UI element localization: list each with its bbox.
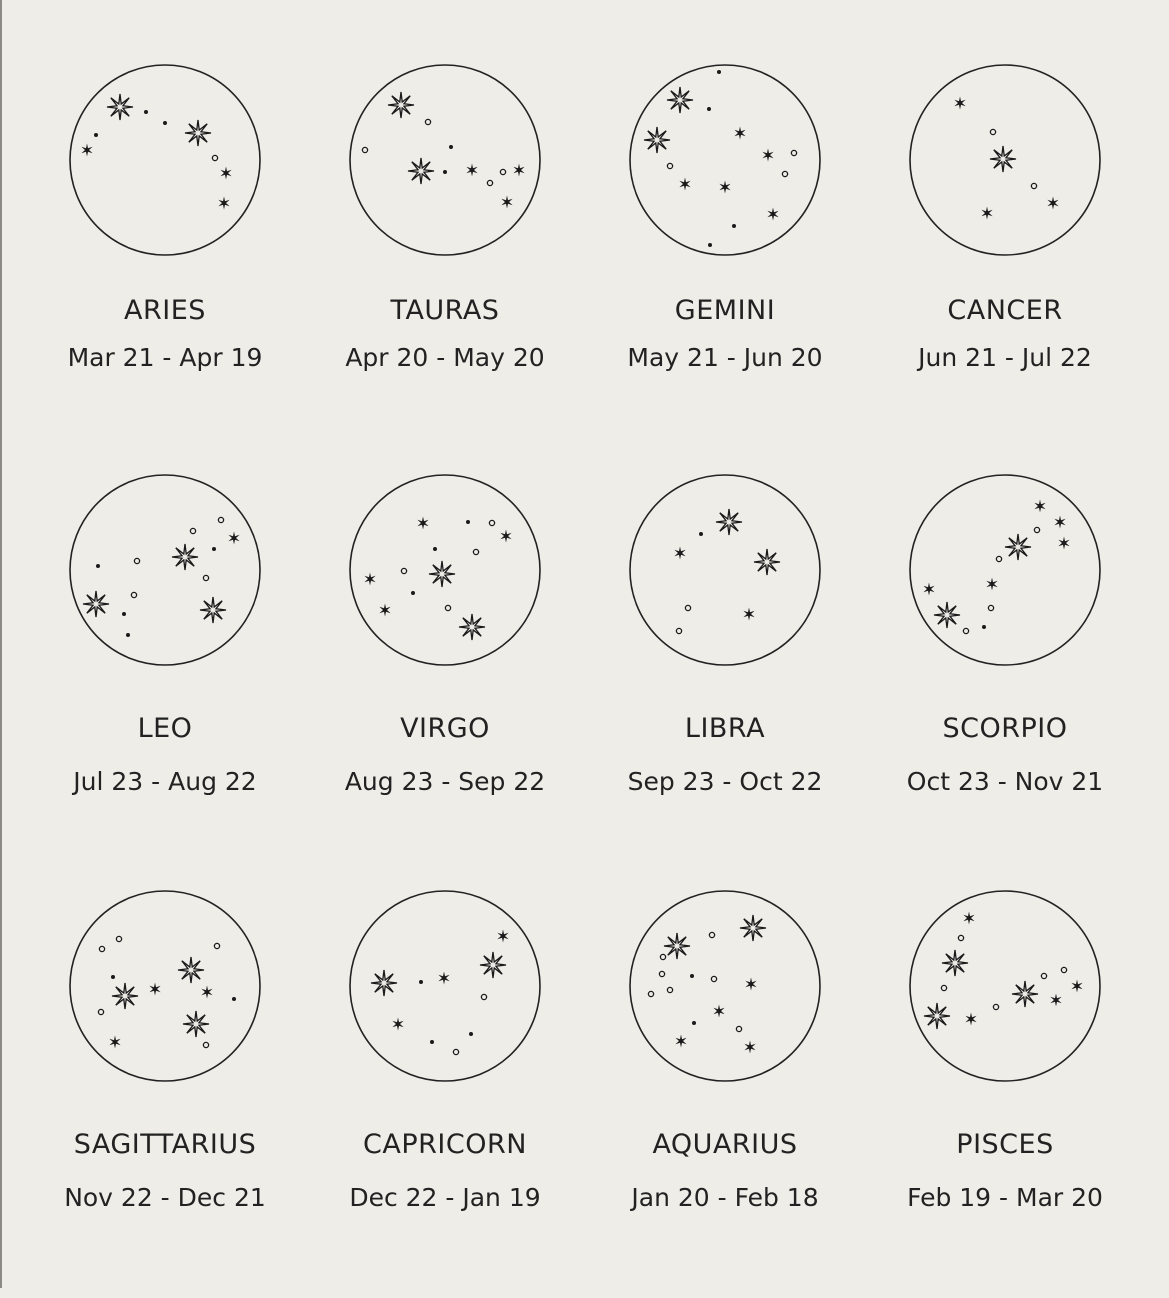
ring-star-icon [203, 575, 208, 580]
small-star-icon [719, 181, 730, 194]
small-star-icon [923, 583, 934, 596]
dot-star-icon [690, 974, 694, 978]
sign-scorpio [865, 472, 1145, 888]
small-star-icon [81, 144, 92, 157]
sign-libra [585, 472, 865, 888]
small-star-icon [713, 1005, 724, 1018]
ring-star-icon [993, 1004, 998, 1009]
small-star-icon [762, 149, 773, 162]
small-star-icon [201, 986, 212, 999]
ring-star-icon [941, 985, 946, 990]
dot-star-icon [122, 612, 126, 616]
sign-cancer [865, 62, 1145, 472]
large-star-icon [83, 591, 109, 617]
gemini-constellation-icon [627, 62, 823, 258]
small-star-icon [228, 532, 239, 545]
dot-star-icon [717, 70, 721, 74]
constellation-circle [910, 891, 1100, 1081]
large-star-icon [408, 158, 434, 184]
large-star-icon [388, 92, 414, 118]
dot-star-icon [692, 1021, 696, 1025]
ring-star-icon [453, 1049, 458, 1054]
constellation-circle [350, 891, 540, 1081]
small-star-icon [767, 208, 778, 221]
sign-dates: Feb 19 - Mar 20 [907, 1183, 1103, 1212]
large-star-icon [183, 1011, 209, 1037]
small-star-icon [109, 1036, 120, 1049]
small-star-icon [220, 167, 231, 180]
dot-star-icon [232, 997, 236, 1001]
ring-star-icon [401, 568, 406, 573]
sign-name: AQUARIUS [652, 1129, 798, 1160]
small-star-icon [1047, 197, 1058, 210]
ring-star-icon [1061, 967, 1066, 972]
small-star-icon [963, 912, 974, 925]
ring-star-icon [1041, 973, 1046, 978]
ring-star-icon [362, 147, 367, 152]
ring-star-icon [709, 932, 714, 937]
sign-virgo [305, 472, 585, 888]
libra-constellation-icon [627, 472, 823, 668]
constellation-circle [70, 65, 260, 255]
large-star-icon [371, 970, 397, 996]
constellation-circle [630, 65, 820, 255]
sign-dates: Dec 22 - Jan 19 [349, 1183, 541, 1212]
ring-star-icon [116, 936, 121, 941]
sagittarius-constellation-icon [67, 888, 263, 1084]
ring-star-icon [667, 987, 672, 992]
taurus-constellation-icon [347, 62, 543, 258]
small-star-icon [466, 164, 477, 177]
dot-star-icon [708, 243, 712, 247]
dot-star-icon [94, 133, 98, 137]
ring-star-icon [481, 994, 486, 999]
ring-star-icon [203, 1042, 208, 1047]
small-star-icon [364, 573, 375, 586]
ring-star-icon [99, 946, 104, 951]
large-star-icon [644, 127, 670, 153]
sign-dates: Mar 21 - Apr 19 [67, 343, 263, 372]
sign-name: LIBRA [684, 713, 766, 744]
dot-star-icon [163, 121, 167, 125]
ring-star-icon [489, 520, 494, 525]
sign-name: PISCES [956, 1129, 1054, 1160]
large-star-icon [429, 561, 455, 587]
ring-star-icon [990, 129, 995, 134]
small-star-icon [1058, 537, 1069, 550]
ring-star-icon [98, 1009, 103, 1014]
sign-sagittarius [25, 888, 305, 1298]
large-star-icon [740, 915, 766, 941]
large-star-icon [459, 614, 485, 640]
small-star-icon [497, 930, 508, 943]
sign-pisces [865, 888, 1145, 1298]
ring-star-icon [473, 549, 478, 554]
dot-star-icon [126, 633, 130, 637]
sign-gemini [585, 62, 865, 472]
small-star-icon [149, 983, 160, 996]
dot-star-icon [96, 564, 100, 568]
dot-star-icon [212, 547, 216, 551]
large-star-icon [667, 87, 693, 113]
ring-star-icon [676, 628, 681, 633]
sign-name: CANCER [947, 295, 1063, 326]
dot-star-icon [732, 224, 736, 228]
ring-star-icon [648, 991, 653, 996]
sign-name: ARIES [124, 295, 206, 326]
dot-star-icon [449, 145, 453, 149]
sign-name: TAURAS [390, 295, 500, 326]
small-star-icon [986, 578, 997, 591]
constellation-circle [910, 475, 1100, 665]
sign-taurus [305, 62, 585, 472]
sign-name: VIRGO [400, 713, 490, 744]
small-star-icon [954, 97, 965, 110]
scorpio-constellation-icon [907, 472, 1103, 668]
small-star-icon [417, 517, 428, 530]
sign-dates: Jun 21 - Jul 22 [918, 343, 1092, 372]
large-star-icon [185, 120, 211, 146]
small-star-icon [513, 164, 524, 177]
leo-constellation-icon [67, 472, 263, 668]
ring-star-icon [736, 1026, 741, 1031]
dot-star-icon [469, 1032, 473, 1036]
small-star-icon [744, 1041, 755, 1054]
sign-dates: Nov 22 - Dec 21 [64, 1183, 266, 1212]
small-star-icon [1050, 994, 1061, 1007]
ring-star-icon [218, 517, 223, 522]
small-star-icon [734, 127, 745, 140]
ring-star-icon [190, 528, 195, 533]
constellation-circle [70, 475, 260, 665]
constellation-circle [630, 475, 820, 665]
small-star-icon [1071, 980, 1082, 993]
dot-star-icon [443, 170, 447, 174]
sign-leo [25, 472, 305, 888]
ring-star-icon [958, 935, 963, 940]
dot-star-icon [982, 625, 986, 629]
dot-star-icon [144, 110, 148, 114]
ring-star-icon [500, 169, 505, 174]
large-star-icon [934, 602, 960, 628]
large-star-icon [1012, 981, 1038, 1007]
small-star-icon [438, 972, 449, 985]
ring-star-icon [791, 150, 796, 155]
virgo-constellation-icon [347, 472, 543, 668]
large-star-icon [942, 950, 968, 976]
small-star-icon [218, 197, 229, 210]
ring-star-icon [212, 155, 217, 160]
dot-star-icon [419, 980, 423, 984]
small-star-icon [379, 604, 390, 617]
small-star-icon [500, 530, 511, 543]
small-star-icon [679, 178, 690, 191]
sign-name: CAPRICORN [363, 1129, 527, 1160]
large-star-icon [480, 952, 506, 978]
capricorn-constellation-icon [347, 888, 543, 1084]
small-star-icon [674, 547, 685, 560]
pisces-constellation-icon [907, 888, 1103, 1084]
dot-star-icon [111, 975, 115, 979]
small-star-icon [392, 1018, 403, 1031]
large-star-icon [200, 597, 226, 623]
ring-star-icon [134, 558, 139, 563]
small-star-icon [965, 1013, 976, 1026]
small-star-icon [675, 1035, 686, 1048]
zodiac-grid [25, 62, 1145, 1298]
constellation-circle [70, 891, 260, 1081]
aries-constellation-icon [67, 62, 263, 258]
small-star-icon [745, 978, 756, 991]
large-star-icon [664, 933, 690, 959]
ring-star-icon [1031, 183, 1036, 188]
constellation-circle [350, 65, 540, 255]
sign-dates: Jul 23 - Aug 22 [73, 767, 257, 796]
sign-dates: Jan 20 - Feb 18 [631, 1183, 819, 1212]
large-star-icon [172, 544, 198, 570]
aquarius-constellation-icon [627, 888, 823, 1084]
sign-dates: Apr 20 - May 20 [345, 343, 545, 372]
sign-name: LEO [137, 713, 193, 744]
sign-dates: May 21 - Jun 20 [627, 343, 823, 372]
ring-star-icon [214, 943, 219, 948]
ring-star-icon [425, 119, 430, 124]
dot-star-icon [433, 547, 437, 551]
ring-star-icon [660, 954, 665, 959]
sign-dates: Sep 23 - Oct 22 [627, 767, 823, 796]
small-star-icon [981, 207, 992, 220]
dot-star-icon [707, 107, 711, 111]
large-star-icon [178, 957, 204, 983]
sign-name: GEMINI [674, 295, 776, 326]
cancer-constellation-icon [907, 62, 1103, 258]
dot-star-icon [699, 532, 703, 536]
small-star-icon [501, 196, 512, 209]
ring-star-icon [659, 971, 664, 976]
sign-aries [25, 62, 305, 472]
dot-star-icon [411, 591, 415, 595]
ring-star-icon [445, 605, 450, 610]
sign-dates: Aug 23 - Sep 22 [344, 767, 546, 796]
large-star-icon [107, 94, 133, 120]
constellation-circle [630, 891, 820, 1081]
ring-star-icon [1034, 527, 1039, 532]
sign-capricorn [305, 888, 585, 1298]
large-star-icon [754, 549, 780, 575]
ring-star-icon [782, 171, 787, 176]
sign-aquarius [585, 888, 865, 1298]
large-star-icon [112, 983, 138, 1009]
sign-name: SAGITTARIUS [73, 1129, 257, 1160]
page-edge-line [0, 0, 2, 1288]
sign-dates: Oct 23 - Nov 21 [906, 767, 1104, 796]
small-star-icon [1054, 516, 1065, 529]
ring-star-icon [996, 556, 1001, 561]
small-star-icon [1034, 500, 1045, 513]
dot-star-icon [430, 1040, 434, 1044]
large-star-icon [990, 146, 1016, 172]
sign-name: SCORPIO [942, 713, 1068, 744]
small-star-icon [743, 608, 754, 621]
ring-star-icon [963, 628, 968, 633]
ring-star-icon [667, 163, 672, 168]
ring-star-icon [988, 605, 993, 610]
large-star-icon [716, 509, 742, 535]
ring-star-icon [685, 605, 690, 610]
ring-star-icon [711, 976, 716, 981]
large-star-icon [1005, 534, 1031, 560]
dot-star-icon [466, 520, 470, 524]
ring-star-icon [131, 592, 136, 597]
large-star-icon [924, 1003, 950, 1029]
ring-star-icon [487, 180, 492, 185]
